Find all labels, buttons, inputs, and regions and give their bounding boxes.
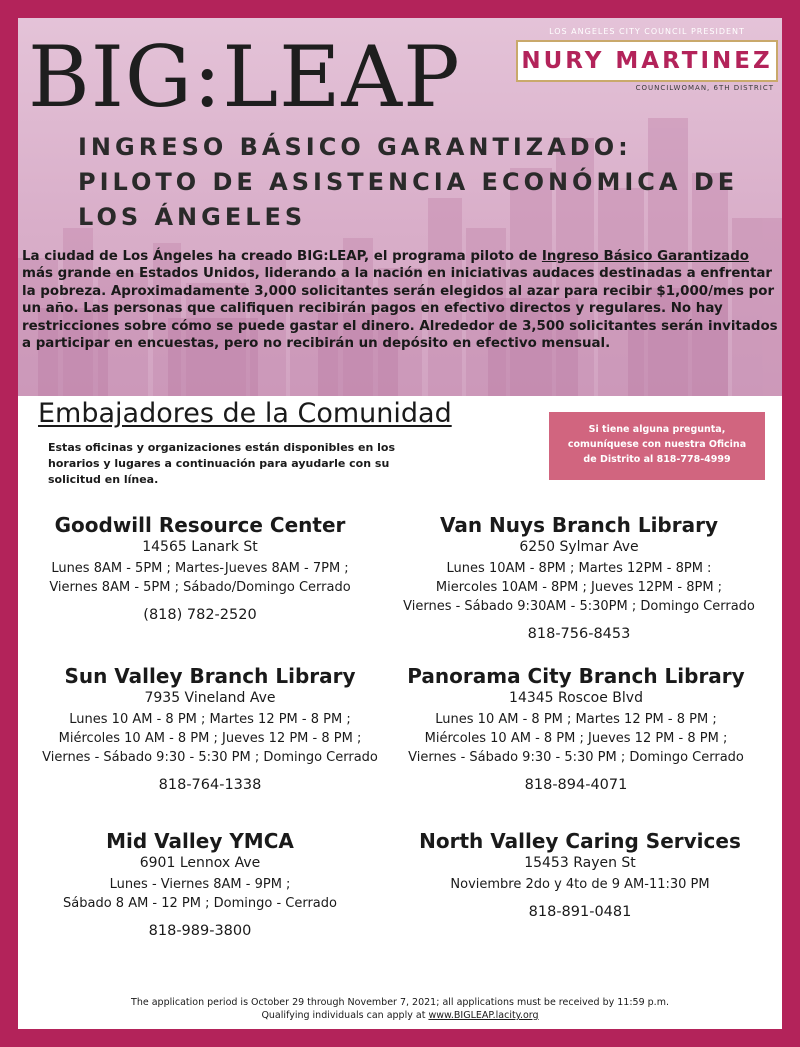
flyer-page — [18, 18, 782, 1029]
location-card — [394, 663, 758, 795]
intro-paragraph — [22, 248, 778, 352]
subtitle-line: INGRESO BÁSICO GARANTIZADO: — [78, 133, 632, 161]
location-name: Mid Valley YMCA — [106, 829, 294, 853]
intro-link[interactable]: Ingreso Básico Garantizado — [541, 249, 749, 264]
location-name: North Valley Caring Services — [419, 829, 741, 853]
location-card — [18, 512, 382, 625]
location-phone: 818-756-8453 — [527, 626, 631, 642]
location-hours: Lunes 10 AM - 8 PM ; Martes 12 PM - 8 PM ; — [69, 712, 351, 727]
council-name: NURY MARTINEZ — [516, 40, 778, 82]
location-hours: Viernes - Sábado 9:30 - 5:30 PM ; Domingo Cerrado — [42, 750, 378, 765]
location-card — [18, 828, 382, 941]
location-address: 15453 Rayen St — [524, 855, 636, 871]
location-hours: Sábado 8 AM - 12 PM ; Domingo - Cerrado — [63, 896, 337, 911]
footer — [18, 996, 782, 1022]
location-hours: Viernes - Sábado 9:30 - 5:30 PM ; Domingo Cerrado — [408, 750, 744, 765]
page-subtitle — [78, 130, 778, 235]
hero-banner — [18, 18, 782, 396]
subtitle-line: LOS ÁNGELES — [78, 203, 307, 231]
footer-text: Qualifying individuals can apply at — [261, 1010, 429, 1021]
location-phone: 818-894-4071 — [524, 777, 628, 793]
brand-logo: BIG:LEAP — [28, 28, 461, 126]
contact-line: Si tiene alguna pregunta, — [588, 424, 726, 435]
location-address: 14345 Roscoe Blvd — [509, 690, 643, 706]
location-phone: 818-764-1338 — [158, 777, 262, 793]
intro-text: más grande en Estados Unidos, liderando a la nación en iniciativas audaces destinadas a enfrentar la pobreza. Aproximadamente 3,000 solicitantes serán elegidos al azar para recibir $1,000/mes por un año. Las personas que califiquen recibirán pagos en efectivo directos y regulares. No hay restricciones sobre cómo se puede gastar el dinero. Alrededor de 3,500 solicitantes serán invitados a participar en encuestas, pero no recibirán un depósito en efectivo mensual. — [22, 266, 778, 352]
location-phone: 818-989-3800 — [148, 923, 252, 939]
location-phone: (818) 782-2520 — [143, 607, 257, 623]
subtitle-line: PILOTO DE ASISTENCIA ECONÓMICA DE — [78, 168, 739, 196]
location-address: 7935 Vineland Ave — [144, 690, 276, 706]
location-address: 14565 Lanark St — [142, 539, 258, 555]
location-address: 6901 Lennox Ave — [139, 855, 261, 871]
location-hours: Lunes 10AM - 8PM ; Martes 12PM - 8PM : — [446, 561, 712, 576]
location-hours: Miercoles 10AM - 8PM ; Jueves 12PM - 8PM ; — [435, 580, 723, 595]
contact-box — [549, 412, 765, 480]
contact-line: comuníquese con nuestra Oficina — [567, 439, 747, 450]
website-link[interactable]: www.BIGLEAP.lacity.org — [428, 1010, 539, 1021]
council-badge — [516, 26, 778, 94]
council-title: LOS ANGELES CITY COUNCIL PRESIDENT — [549, 27, 745, 36]
location-card — [18, 663, 402, 795]
location-hours: Lunes - Viernes 8AM - 9PM ; — [109, 877, 291, 892]
intro-text: La ciudad de Los Ángeles ha creado BIG:LEAP, el programa piloto de — [22, 249, 542, 264]
location-name: Van Nuys Branch Library — [439, 513, 719, 537]
location-hours: Viernes - Sábado 9:30AM - 5:30PM ; Domingo Cerrado — [403, 599, 755, 614]
location-card — [390, 512, 768, 644]
contact-line: de Distrito al 818-778-4999 — [583, 454, 731, 465]
location-name: Goodwill Resource Center — [54, 513, 346, 537]
location-name: Sun Valley Branch Library — [64, 664, 356, 688]
location-card — [394, 828, 766, 922]
council-district: COUNCILWOMAN, 6TH DISTRICT — [635, 84, 774, 92]
location-hours: Lunes 10 AM - 8 PM ; Martes 12 PM - 8 PM ; — [435, 712, 717, 727]
location-hours: Miércoles 10 AM - 8 PM ; Jueves 12 PM - 8 PM ; — [58, 731, 362, 746]
location-hours: Miércoles 10 AM - 8 PM ; Jueves 12 PM - 8 PM ; — [424, 731, 728, 746]
section-title: Embajadores de la Comunidad — [38, 398, 452, 429]
location-address: 6250 Sylmar Ave — [519, 539, 639, 555]
location-hours: Noviembre 2do y 4to de 9 AM-11:30 PM — [450, 877, 710, 892]
section-description: Estas oficinas y organizaciones están disponibles en los horarios y lugares a continuación para ayudarle con su solicitud en línea. — [48, 441, 396, 486]
location-name: Panorama City Branch Library — [407, 664, 745, 688]
location-hours: Lunes 8AM - 5PM ; Martes-Jueves 8AM - 7PM ; — [51, 561, 349, 576]
location-phone: 818-891-0481 — [528, 904, 632, 920]
footer-line: The application period is October 29 through November 7, 2021; all applications must be received by 11:59 p.m. — [131, 997, 669, 1008]
footer-line — [18, 1009, 782, 1022]
location-hours: Viernes 8AM - 5PM ; Sábado/Domingo Cerrado — [49, 580, 351, 595]
